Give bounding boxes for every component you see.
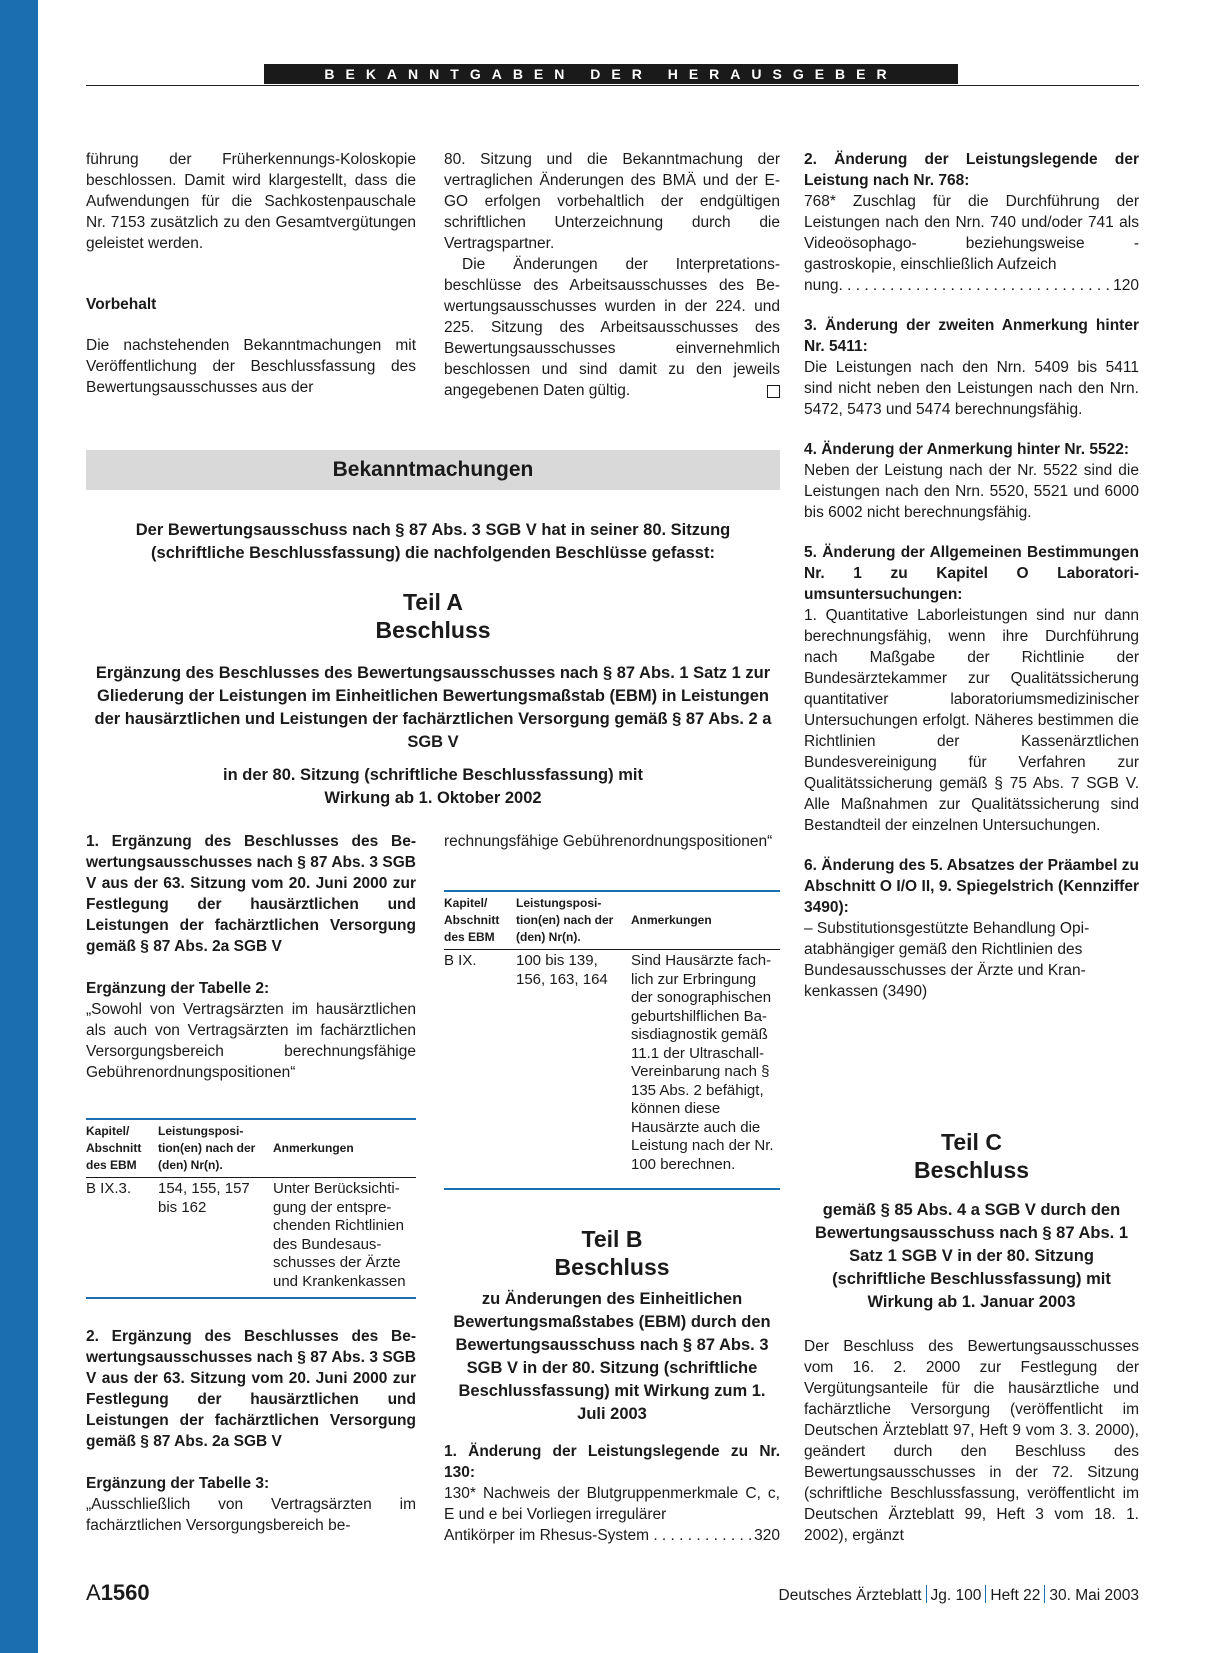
- col2-bottom-item1: [444, 1441, 780, 1546]
- paragraph: 768* Zuschlag für die Durchführung der Leistungen nach den Nrn. 740 und/oder 741 als Videoösophago- beziehungsweise -gastroskopie, einschließlich Aufzeich: [804, 193, 1139, 273]
- journal-name: Deutsches Ärzteblatt: [778, 1587, 922, 1604]
- paragraph: – Substitutionsgestützte Behandlung Opiatabhängiger gemäß den Richtlinien des Bundesausschusses der Ärzte und Krankenkassen (3490): [804, 920, 1090, 1000]
- teil-b-subtitle: zu Änderungen des Einheitlichen Bewertungsmaßstabes (EBM) durch den Bewertungsausschuss nach § 87 Abs. 3 SGB V in der 80. Sitzung (schriftliche Beschlussfassung) mit Wirkung zum 1. Juli 2003: [453, 1290, 771, 1423]
- teil-c-subtitle: gemäß § 85 Abs. 4 a SGB V durch den Bewertungsausschuss nach § 87 Abs. 1 Satz 1 SGB V in der 80. Sitzung (schriftliche Beschlussfassung) mit Wirkung ab 1. Januar 2003: [814, 1201, 1128, 1311]
- table-cell: B IX.3.: [86, 1180, 132, 1197]
- paragraph: führung der Früherkennungs-Koloskopie beschlossen. Damit wird klargestellt, dass die Aufwendungen für die Sachkostenpauschale Nr. 7153 zusätzlich zu den Gesamtvergütungen geleistet werden.: [86, 151, 416, 252]
- journal-footer: [779, 1585, 1139, 1605]
- table-header-cell: Kapitel/ Abschnitt des EBM: [444, 896, 500, 944]
- page-number: [86, 1580, 150, 1606]
- section-title: Bekanntmachungen: [86, 450, 780, 490]
- leader-dots: [653, 1525, 754, 1546]
- journal-issue: Heft 22: [990, 1587, 1041, 1604]
- leader-line: [804, 275, 1139, 296]
- leader-line: [444, 1525, 780, 1546]
- heading-tabelle-3: Ergänzung der Tabelle 3:: [86, 1475, 270, 1492]
- paragraph: Der Beschluss des Bewertungsausschusses vom 16. 2. 2000 zur Festlegung der Vergütungsanteile für die hausärztliche und fachärztliche Versorgung (veröffentlicht im Deutschen Ärzteblatt 97, Heft 9 vom 3. 3. 2000), geändert durch den Beschluss des Bewertungsausschusses in der 72. Sitzung (schriftliche Beschlussfassung, veröffentlicht im Deutschen Ärzteblatt 99, Heft 3 vom 18. 1. 2002), ergänzt: [804, 1338, 1139, 1544]
- table-header-cell: Anmerkungen: [273, 1141, 354, 1155]
- paragraph: 1. Quantitative Laborleistungen sind nur dann berechnungsfähig, wenn ihre Durchführung nach Maßgabe der Richtlinie der Bundesärztekammer zur Qualitätssicherung quantitativer laboratoriumsmedizinischer Untersuchungen erfolgt. Näheres bestimmen die Richtlinien der Kassenärztlichen Bundesvereinigung für Verfahren zur Qualitätssicherung gemäß § 75 Abs. 7 SGB V. Alle Maßnahmen zur Qualitätssicherung sind Bestandteil der einzelnen Untersuchungen.: [804, 607, 1139, 834]
- heading-tabelle-2: Ergänzung der Tabelle 2:: [86, 980, 270, 997]
- paragraph: rechnungsfähige Gebührenordnungspositionen“: [444, 833, 773, 850]
- paragraph-text: Die Änderungen der Interpretationsbeschlüsse des Arbeitsausschusses des Bewertungsausschusses wurden in der 224. und 225. Sitzung des Arbeitsausschusses des Bewertungsausschusses einvernehmlich beschlossen und sind damit zu den jeweils angegebenen Daten gültig.: [444, 256, 780, 399]
- table-header: [86, 1120, 416, 1178]
- paragraph: „Ausschließlich von Vertragsärzten im fachärztlichen Versorgungsbereich be-: [86, 1496, 416, 1534]
- separator: [1044, 1585, 1045, 1603]
- table-1-bottom-rule: [86, 1297, 416, 1299]
- col1-bottom-b: [86, 1326, 416, 1536]
- table-row: [444, 950, 780, 1174]
- table-header-cell: Kapitel/ Abschnitt des EBM: [86, 1124, 142, 1172]
- col2-bottom-cont: [444, 831, 780, 852]
- heading-2: 2. Ergänzung des Beschlusses des Bewertungsausschusses nach § 87 Abs. 3 SGB V aus der 63. Sitzung vom 20. Juni 2000 zur Festlegung der hausärztlichen und Leistungen der fachärztlichen Versorgung gemäß § 87 Abs. 2a SGB V: [86, 1328, 416, 1450]
- paragraph: Die Leistungen nach den Nrn. 5409 bis 5411 sind nicht neben den Leistungen nach den Nrn. 5472, 5473 und 5474 berechnungsfähig.: [804, 359, 1139, 418]
- teil-c-beschluss: Beschluss: [913, 1157, 1030, 1183]
- paragraph: Die nachstehenden Bekanntmachungen mit Veröffentlichung der Beschlussfassung des Bewertungsausschusses aus der: [86, 337, 416, 396]
- header-rule: [86, 85, 1139, 86]
- leader-text: nung: [804, 277, 839, 294]
- paragraph: „Sowohl von Vertragsärzten im hausärztlichen als auch von Vertragsärzten im fachärztlichen Versorgungsbereich berechnungsfähige Gebührenordnungspositionen“: [86, 1001, 416, 1081]
- heading-teil-b-2: 2. Änderung der Leistungslegende der Leistung nach Nr. 768:: [804, 151, 1139, 189]
- table-header: [444, 892, 780, 950]
- col1-top: [86, 149, 416, 398]
- col1-bottom-a: [86, 831, 416, 1083]
- teil-c-label: Teil C: [941, 1129, 1002, 1155]
- teil-b-beschluss: Beschluss: [554, 1254, 670, 1280]
- page-prefix: A: [86, 1580, 101, 1605]
- heading-teil-b-5: 5. Änderung der Allgemeinen Bestimmungen Nr. 1 zu Kapitel O Laboratoriumsuntersuchungen:: [804, 544, 1139, 603]
- points-value: 120: [1113, 277, 1139, 294]
- section-intro: Der Bewertungsausschuss nach § 87 Abs. 3 SGB V hat in seiner 80. Sitzung (schriftliche Beschlussfassung) die nachfolgenden Beschlüsse gefasst:: [135, 521, 731, 562]
- table-cell: Unter Berücksichtigung der entsprechenden Richtlinien des Bundesausschusses der Ärzte und Krankenkassen: [273, 1180, 406, 1290]
- table-cell: 154, 155, 157 bis 162: [158, 1180, 250, 1216]
- table-header-cell: Leistungsposition(en) nach der (den) Nr(n).: [516, 896, 614, 944]
- table-1: [86, 1118, 416, 1298]
- leader-dots: [838, 275, 1113, 296]
- teil-a-beschluss: Beschluss: [375, 617, 491, 643]
- table-header-cell: Leistungsposition(en) nach der (den) Nr(n).: [158, 1124, 256, 1172]
- end-mark-icon: [767, 385, 780, 398]
- table-cell: 100 bis 139, 156, 163, 164: [516, 952, 608, 988]
- heading-1: 1. Ergänzung des Beschlusses des Bewertungsausschusses nach § 87 Abs. 3 SGB V aus der 63. Sitzung vom 20. Juni 2000 zur Festlegung der hausärztlichen und Leistungen der fachärztlichen Versorgung gemäß § 87 Abs. 2a SGB V: [86, 833, 416, 955]
- teil-c-title: [804, 1128, 1139, 1184]
- header-band: BEKANNTGABEN DER HERAUSGEBER: [264, 64, 958, 84]
- heading-teil-b-1: 1. Änderung der Leistungslegende zu Nr. 130:: [444, 1443, 780, 1481]
- teil-a-label: Teil A: [402, 589, 464, 615]
- side-color-bar: [0, 0, 38, 1653]
- teil-a-title: [86, 588, 780, 644]
- col3-teil-c-body: [804, 1336, 1139, 1546]
- heading-teil-b-6: 6. Änderung des 5. Absatzes der Präambel zu Abschnitt O I/O II, 9. Spiegelstrich (Kennziffer 3490):: [804, 857, 1139, 916]
- heading-teil-b-3: 3. Änderung der zweiten Anmerkung hinter Nr. 5411:: [804, 317, 1139, 355]
- table-2: [444, 890, 780, 1188]
- paragraph: 80. Sitzung und die Bekanntmachung der vertraglichen Änderungen des BMÄ und der E-GO erfolgen vorbehaltlich der endgültigen schriftlichen Unterzeichnung durch die Vertragspartner.: [444, 151, 780, 252]
- col2-top: [444, 149, 780, 401]
- page-num: 1560: [100, 1580, 150, 1605]
- teil-a-subtitle: Ergänzung des Beschlusses des Bewertungsausschusses nach § 87 Abs. 1 Satz 1 zur Gliederung der Leistungen im Einheitlichen Bewertungsmaßstab (EBM) in Leistungen der hausärztlichen und Leistungen der fachärztlichen Versorgung gemäß § 87 Abs. 2 a SGB V: [94, 664, 772, 751]
- heading-vorbehalt: Vorbehalt: [86, 296, 157, 313]
- separator: [985, 1585, 986, 1603]
- journal-date: 30. Mai 2003: [1049, 1587, 1139, 1604]
- separator: [926, 1585, 927, 1603]
- points-value: 320: [754, 1527, 780, 1544]
- table-cell: B IX.: [444, 952, 477, 969]
- paragraph: [444, 254, 780, 401]
- leader-text: Antikörper im Rhesus-System: [444, 1527, 654, 1544]
- heading-teil-b-4: 4. Änderung der Anmerkung hinter Nr. 5522:: [804, 441, 1129, 458]
- table-2-bottom-rule: [444, 1188, 780, 1190]
- teil-a-date: in der 80. Sitzung (schriftliche Beschlussfassung) mit Wirkung ab 1. Oktober 2002: [223, 766, 643, 807]
- col3: [804, 149, 1139, 1002]
- teil-b-title: [444, 1225, 780, 1281]
- journal-volume: Jg. 100: [930, 1587, 982, 1604]
- table-row: [86, 1178, 416, 1291]
- table-header-cell: Anmerkungen: [631, 913, 712, 927]
- paragraph-with-points: 130* Nachweis der Blutgruppenmerkmale C, c, E und e bei Vorliegen irregulärer: [444, 1485, 780, 1523]
- table-cell: Sind Hausärzte fachlich zur Erbringung der sonographischen geburtshilflichen Basisdiagnostik gemäß 11.1 der Ultraschall-Vereinbarung nach § 135 Abs. 2 befähigt, können diese Hausärzte auch die Leistung nach der Nr. 100 berechnen.: [631, 952, 774, 1173]
- paragraph: Neben der Leistung nach der Nr. 5522 sind die Leistungen nach den Nrn. 5520, 5521 und 6000 bis 6002 nicht berechnungsfähig.: [804, 462, 1139, 521]
- teil-b-label: Teil B: [581, 1226, 643, 1252]
